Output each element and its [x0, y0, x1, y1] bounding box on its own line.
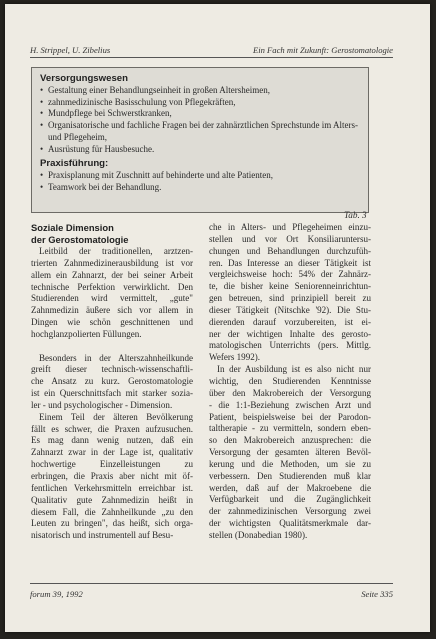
running-header-title: Ein Fach mit Zukunft: Gerostomatologie — [252, 45, 393, 55]
praxis-list — [40, 170, 360, 193]
footer-rule — [30, 583, 393, 584]
text-line: stellen und vor Ort Konsiliaruntersu- — [209, 233, 371, 244]
box-heading-praxis: Praxisführung: — [40, 158, 109, 170]
text-line: vergleichsweise hoch: 54% der Zahnärz- — [209, 269, 371, 280]
box-heading-versorgung: Versorgungswesen — [40, 73, 128, 84]
paragraph — [31, 412, 193, 542]
table-label: Tab. 3 — [344, 210, 367, 220]
text-line: ist ein Querschnittsfach mit starker sozia- — [31, 388, 193, 399]
text-line: Zahnarzt zwar in der Lage ist, qualitativ — [31, 447, 193, 458]
text-line: Leitbild der traditionellen, arztzen- — [39, 246, 193, 256]
text-line: kerung und die Methoden, um sie zu — [209, 458, 371, 469]
text-line: In der Ausbildung ist es also nicht nur — [217, 364, 371, 375]
section-heading — [31, 222, 193, 246]
list-item: • zahnmedizinische Basisschulung von Pflegekräften, — [40, 97, 360, 109]
text-line: hochwertige Einzelleistungen zu — [31, 459, 193, 470]
journal-page — [5, 4, 430, 632]
header-rule — [30, 57, 393, 58]
text-line: Versorgung der gesamten älteren Bevöl- — [209, 447, 371, 458]
text-line: fentlichen Verkehrsmitteln erreichbar ist. — [31, 482, 193, 493]
text-line: chungen und Behandlungen durchzufüh- — [209, 245, 371, 256]
right-column — [209, 222, 371, 542]
text-line: Patient, beispielsweise bei der Parodon- — [209, 411, 371, 422]
text-line: taltherapie - zu vermitteln, sondern eben- — [209, 423, 371, 434]
text-line: ler - und psychologischer - Dimension. — [31, 399, 173, 410]
text-line: Verfügbarkeit und die Zugänglichkeit — [209, 494, 371, 505]
text-line: trierten Zahnmedizinerausbildung ist vor — [31, 257, 193, 268]
text-line: Studierenden wird vermittelt, „gute" — [31, 293, 193, 304]
text-line: Leuten zu bringen", das heißt, sich orga- — [31, 518, 193, 529]
list-item: • Mundpflege bei Schwerstkranken, — [40, 108, 360, 120]
text-line: Einem Teil der älteren Bevölkerung — [39, 411, 193, 422]
text-line: der wichtigsten Qualitätsmerkmale dar- — [209, 518, 371, 529]
text-line: che in Alters- und Pflegeheimen einzu- — [209, 222, 371, 232]
list-item: • Teamwork bei der Behandlung. — [40, 182, 360, 194]
list-item: • Gestaltung einer Behandlungseinheit in großen Altersheimen, — [40, 85, 360, 97]
text-line: werden, daß auf der Makroebene die — [209, 482, 371, 493]
text-line: stellen (Donabedian 1980). — [209, 529, 308, 540]
text-line: nisatorisch und instrumentell auf Besu- — [31, 530, 174, 541]
text-line: Es mag dann wenig nutzen, daß ein — [31, 435, 193, 446]
text-line: ren. Das Interesse an dieser Tätigkeit ist — [209, 257, 371, 268]
text-line: Besonders in der Alterszahnheilkunde — [39, 352, 193, 363]
text-line: fällt es schwer, die Praxen aufzusuchen. — [31, 423, 193, 434]
text-line: che Ansatz zu kurz. Gerostomatologie — [31, 376, 193, 387]
text-line: Wefers 1992). — [209, 352, 261, 363]
text-line: dieser Tätigkeit (Nitschke '92). Die Stu- — [209, 304, 371, 315]
text-line: Dingen wie schön geschnittenen und — [31, 317, 193, 328]
running-header-authors: H. Strippel, U. Zibelius — [30, 45, 111, 55]
section-heading-line: Soziale Dimension — [31, 222, 114, 233]
text-line: Qualitativ gute Zahnmedizin heißt in — [31, 494, 193, 505]
text-line: über den Makrobereich der Versorgung — [209, 387, 371, 398]
paragraph — [31, 246, 193, 341]
paragraph — [209, 222, 371, 364]
section-heading-line: der Gerostomatologie — [31, 234, 129, 245]
footer-journal: forum 39, 1992 — [30, 589, 83, 599]
text-line: te, die bisher keine Seniorenneinrichtun- — [209, 281, 371, 292]
text-line: so den Makrobereich anzusprechen: die — [209, 435, 371, 446]
text-line: ner der wichtigen Inhalte des gerosto- — [209, 328, 371, 339]
list-item: • Organisatorische und fachliche Fragen bei der zahnärztlichen Sprechstunde im Alters- und Pflegeheim, — [40, 120, 360, 143]
summary-box — [31, 67, 369, 213]
text-line: gen betreuen, sind prinzipiell bereit zu — [209, 293, 371, 304]
text-line: erbringen, die Praxis aber nicht mit öf- — [31, 470, 193, 481]
text-line: wichtig, den Studierenden Kenntnisse — [209, 375, 371, 386]
text-line: hochglanzpolierten Füllungen. — [31, 328, 142, 339]
footer-page-number: Seite 335 — [361, 589, 393, 599]
text-line: greift dieser technisch-wissenschaftli- — [31, 364, 193, 375]
versorgung-list — [40, 85, 360, 155]
text-line: verbessern. Den Studierenden muß klar — [209, 470, 371, 481]
text-line: Zahnmedizin äußere sich vor allem in — [31, 305, 193, 316]
text-line: allem ein Zahnarzt, der bei seiner Arbeit — [31, 269, 193, 280]
text-line: diesem Fall, die Zahnheilkunde „zu den — [31, 506, 193, 517]
text-line: technische Perfektion verwirklicht. Den — [31, 281, 193, 292]
list-item: • Praxisplanung mit Zuschnitt auf behinderte und alte Patienten, — [40, 170, 360, 182]
paragraph — [209, 364, 371, 542]
left-column — [31, 222, 193, 542]
list-item: • Ausrüstung für Hausbesuche. — [40, 144, 360, 156]
text-line: matologischen Unterrichts (pers. Mittlg. — [209, 340, 371, 351]
text-line: - die 1:1-Beziehung zwischen Arzt und — [209, 399, 371, 410]
text-line: dierenden darauf vorzubereiten, ist ei- — [209, 316, 371, 327]
text-line: der zahnmedizinischen Versorgung zwei — [209, 506, 371, 517]
paragraph — [31, 353, 193, 412]
